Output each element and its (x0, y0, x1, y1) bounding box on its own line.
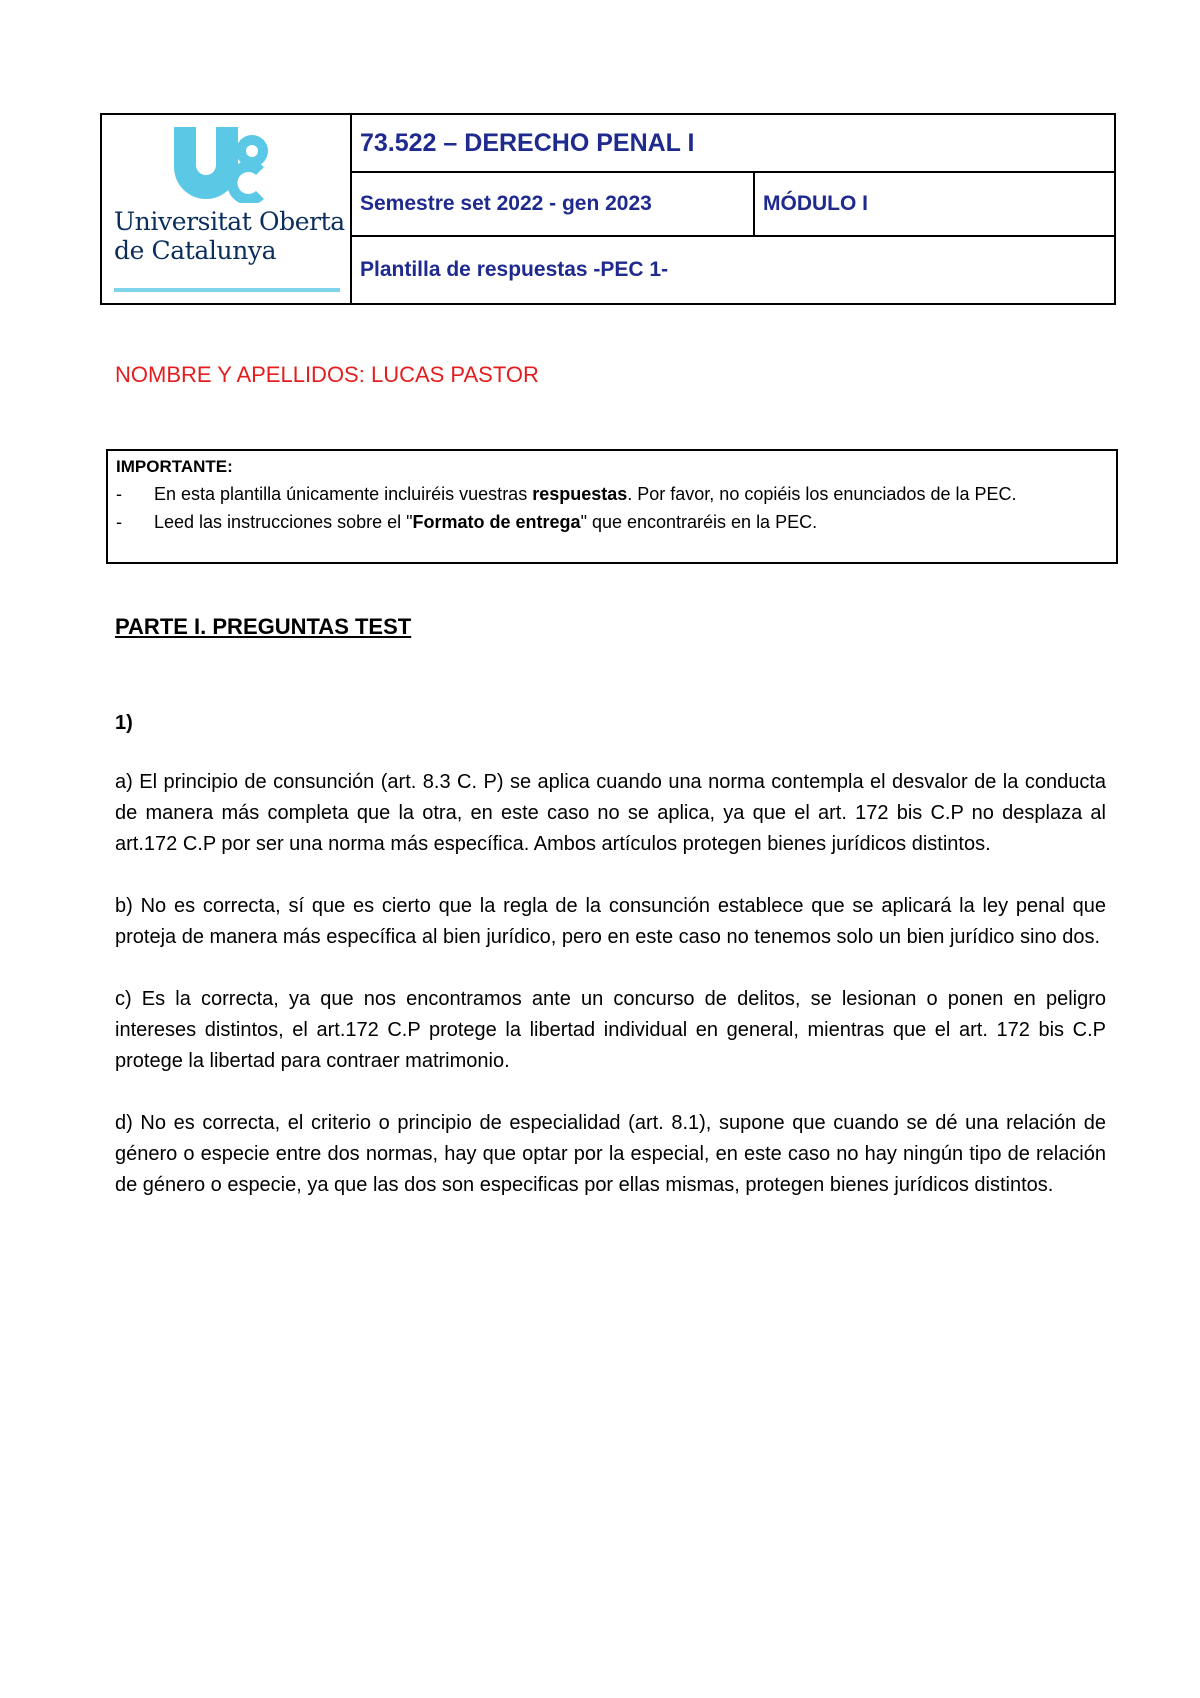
uoc-logo-name: Universitat Oberta de Catalunya (114, 207, 345, 265)
answer-paragraph: a) El principio de consunción (art. 8.3 C. P) se aplica cuando una norma contempla el desvalor de la conducta de manera más completa que la otra, en este caso no se aplica, ya que el art. 172 bis C.P no desplaza al art.172 C.P por ser una norma más específica. Ambos artículos protegen bienes jurídicos distintos. (115, 771, 1106, 855)
uoc-logo-mark (172, 125, 278, 203)
header-table (100, 113, 1116, 305)
module-label: MÓDULO I (763, 192, 868, 215)
answers (115, 767, 1106, 1232)
uoc-logo (102, 115, 352, 303)
uoc-logo-underline (114, 288, 340, 292)
answer-paragraph: b) No es correcta, sí que es cierto que la regla de la consunción establece que se aplicará la ley penal que proteja de manera más específica al bien jurídico, pero en este caso no tenemos solo un bien jurídico sino dos. (115, 895, 1106, 948)
template-label: Plantilla de respuestas -PEC 1- (360, 258, 669, 281)
student-name: NOMBRE Y APELLIDOS: LUCAS PASTOR (115, 362, 539, 387)
answer-paragraph: d) No es correcta, el criterio o principio de especialidad (art. 8.1), supone que cuando se dé una relación de género o especie entre dos normas, hay que optar por la especial, en este caso no hay ningún tipo de relación de género o especie, ya que las dos son especificas por ellas mismas, protegen bienes jurídicos distintos. (115, 1112, 1106, 1196)
course-title: 73.522 – DERECHO PENAL I (360, 128, 695, 157)
notice-title: IMPORTANTE: (116, 457, 233, 476)
notice-item: - En esta plantilla únicamente incluiréis vuestras respuestas. Por favor, no copiéis los enunciados de la PEC. (116, 484, 1017, 504)
important-notice (106, 449, 1118, 564)
question-number: 1) (115, 712, 133, 734)
notice-item: - Leed las instrucciones sobre el "Formato de entrega" que encontraréis en la PEC. (116, 512, 818, 532)
part-title: PARTE I. PREGUNTAS TEST (115, 614, 412, 639)
semester-label: Semestre set 2022 - gen 2023 (360, 192, 652, 215)
answer-paragraph: c) Es la correcta, ya que nos encontramos ante un concurso de delitos, se lesionan o ponen en peligro intereses distintos, el art.172 C.P protege la libertad individual en general, mientras que el art. 172 bis C.P protege la libertad para contraer matrimonio. (115, 988, 1106, 1072)
